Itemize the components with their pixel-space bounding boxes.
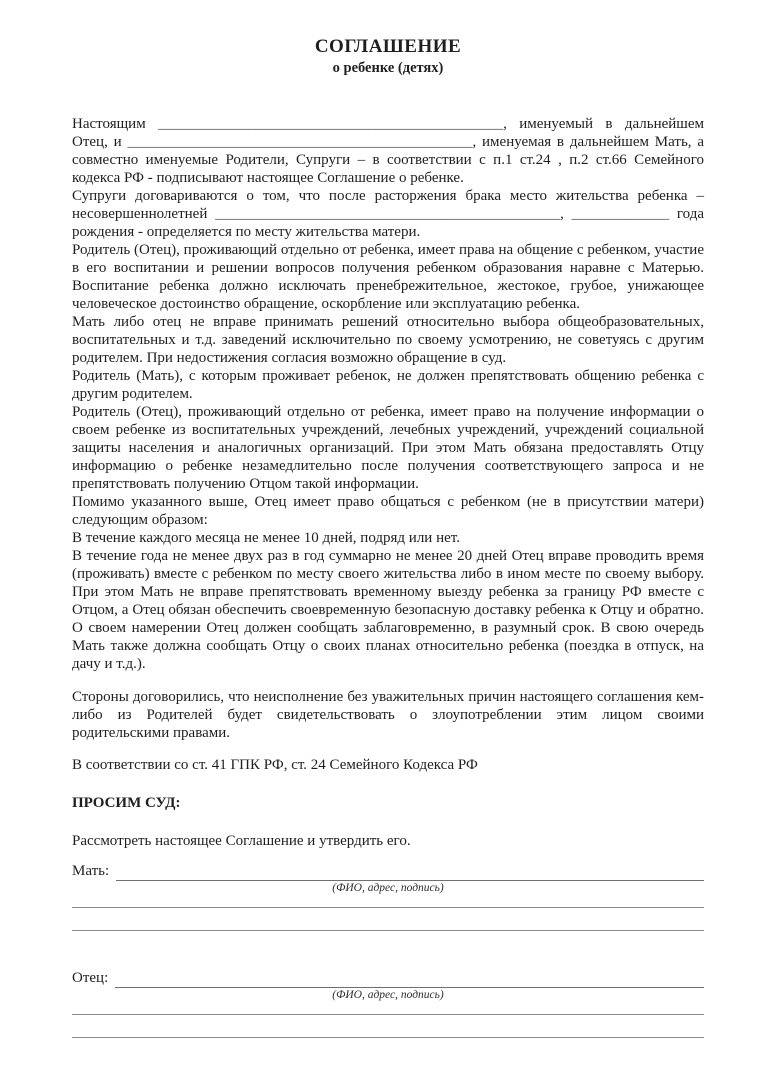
- child-name-blank: ______________________________________________: [215, 206, 561, 222]
- father-signature-row: [72, 969, 704, 988]
- father-signature-block: [72, 969, 704, 1038]
- information-access-paragraph: Родитель (Отец), проживающий отдельно от ребенка, имеет право на получение информации о своем ребенке из воспитательных учреждений, лечебных учреждений, учреждений социальной защиты населения и аналогичных организаций. При этом Мать обязана предоставлять Отцу информацию о ребенке незамедлительно после получения соответствующего запроса и не препятствовать получению Отцом такой информации.: [72, 404, 704, 492]
- mother-signature-line: [116, 863, 704, 881]
- petition-heading: ПРОСИМ СУД:: [72, 795, 181, 811]
- father-writing-line-2: [72, 1037, 704, 1038]
- father-signature-caption: (ФИО, адрес, подпись): [332, 989, 444, 1001]
- mother-signature-row: [72, 862, 704, 881]
- communication-intro-paragraph: Помимо указанного выше, Отец имеет право общаться с ребенком (не в присутствии матери) следующим образом:: [72, 494, 704, 528]
- father-name-blank: ______________________________________________: [158, 116, 504, 132]
- legal-basis-line: В соответствии со ст. 41 ГПК РФ, ст. 24 Семейного Кодекса РФ: [72, 757, 478, 773]
- mother-signature-block: [72, 862, 704, 931]
- mother-writing-line-1: [72, 907, 704, 908]
- mother-label: Мать:: [72, 863, 110, 879]
- document-title: СОГЛАШЕНИЕ: [314, 36, 462, 57]
- closing-paragraph: Стороны договорились, что неисполнение без уважительных причин настоящего соглашения кем-либо из Родителей будет свидетельствовать о злоупотреблении этим лицом своими родительскими правами.: [72, 689, 704, 741]
- education-decisions-paragraph: Мать либо отец не вправе принимать решений относительно выбора общеобразовательных, воспитательных и т.д. заведений исключительно по своему усмотрению, не советуясь с другим родителем. При недостижения согласия возможно обращение в суд.: [72, 314, 704, 366]
- father-writing-line-1: [72, 1014, 704, 1015]
- father-label: Отец:: [72, 970, 109, 986]
- document-subtitle: о ребенке (детях): [332, 60, 444, 76]
- mother-obligation-paragraph: Родитель (Мать), с которым проживает ребенок, не должен препятствовать общению ребенка с другим родителем.: [72, 368, 704, 402]
- mother-writing-line-2: [72, 930, 704, 931]
- father-rights-paragraph: Родитель (Отец), проживающий отдельно от ребенка, имеет права на общение с ребенком, участие в его воспитании и решении вопросов получения ребенком образования наравне с Матерью. Воспитание ребенка должно исключать пренебрежительное, жестокое, грубое, унижающее человеческое достоинство обращение, оскорбление или эксплуатацию ребенка.: [72, 242, 704, 312]
- intro-paragraph: Настоящим ______________________________________________, именуемый в дальнейшем Отец, и ______________________________________________, именуемая в дальнейшем Мать, а совместно именуемые Родители, Супруги – в соответствии с п.1 ст.24 , п.2 ст.66 Семейного кодекса РФ - подписывают настоящее Соглашение о ребенке.: [72, 116, 705, 186]
- monthly-visits-paragraph: В течение каждого месяца не менее 10 дней, подряд или нет.: [72, 530, 460, 546]
- mother-name-blank: ______________________________________________: [127, 134, 473, 150]
- mother-signature-caption: (ФИО, адрес, подпись): [332, 882, 444, 894]
- father-signature-line: [115, 970, 704, 988]
- yearly-visits-paragraph: В течение года не менее двух раз в год суммарно не менее 20 дней Отец вправе проводить время (проживать) вместе с ребенком по месту своего жительства либо в ином месте по своему выбору. При этом Мать не вправе препятствовать временному выезду ребенка за границу РФ вместе с Отцом, а Отец обязан обеспечить своевременную безопасную доставку ребенка к Отцу и обратно. О своем намерении Отец должен сообщать заблаговременно, в разумный срок. В свою очередь Мать также должна сообщать Отцу о своих планах относительно ребенка (поездка в отпуск, на дачу и т.д.).: [72, 548, 704, 672]
- birth-year-blank: _____________: [571, 206, 670, 222]
- residence-paragraph: Супруги договариваются о том, что после расторжения брака место жительства ребенка – несовершеннолетней ______________________________________________, _____________ года рождения - определяется по месту жительства матери.: [72, 188, 704, 240]
- document-body: [72, 115, 704, 673]
- petition-request: Рассмотреть настоящее Соглашение и утвердить его.: [72, 833, 411, 849]
